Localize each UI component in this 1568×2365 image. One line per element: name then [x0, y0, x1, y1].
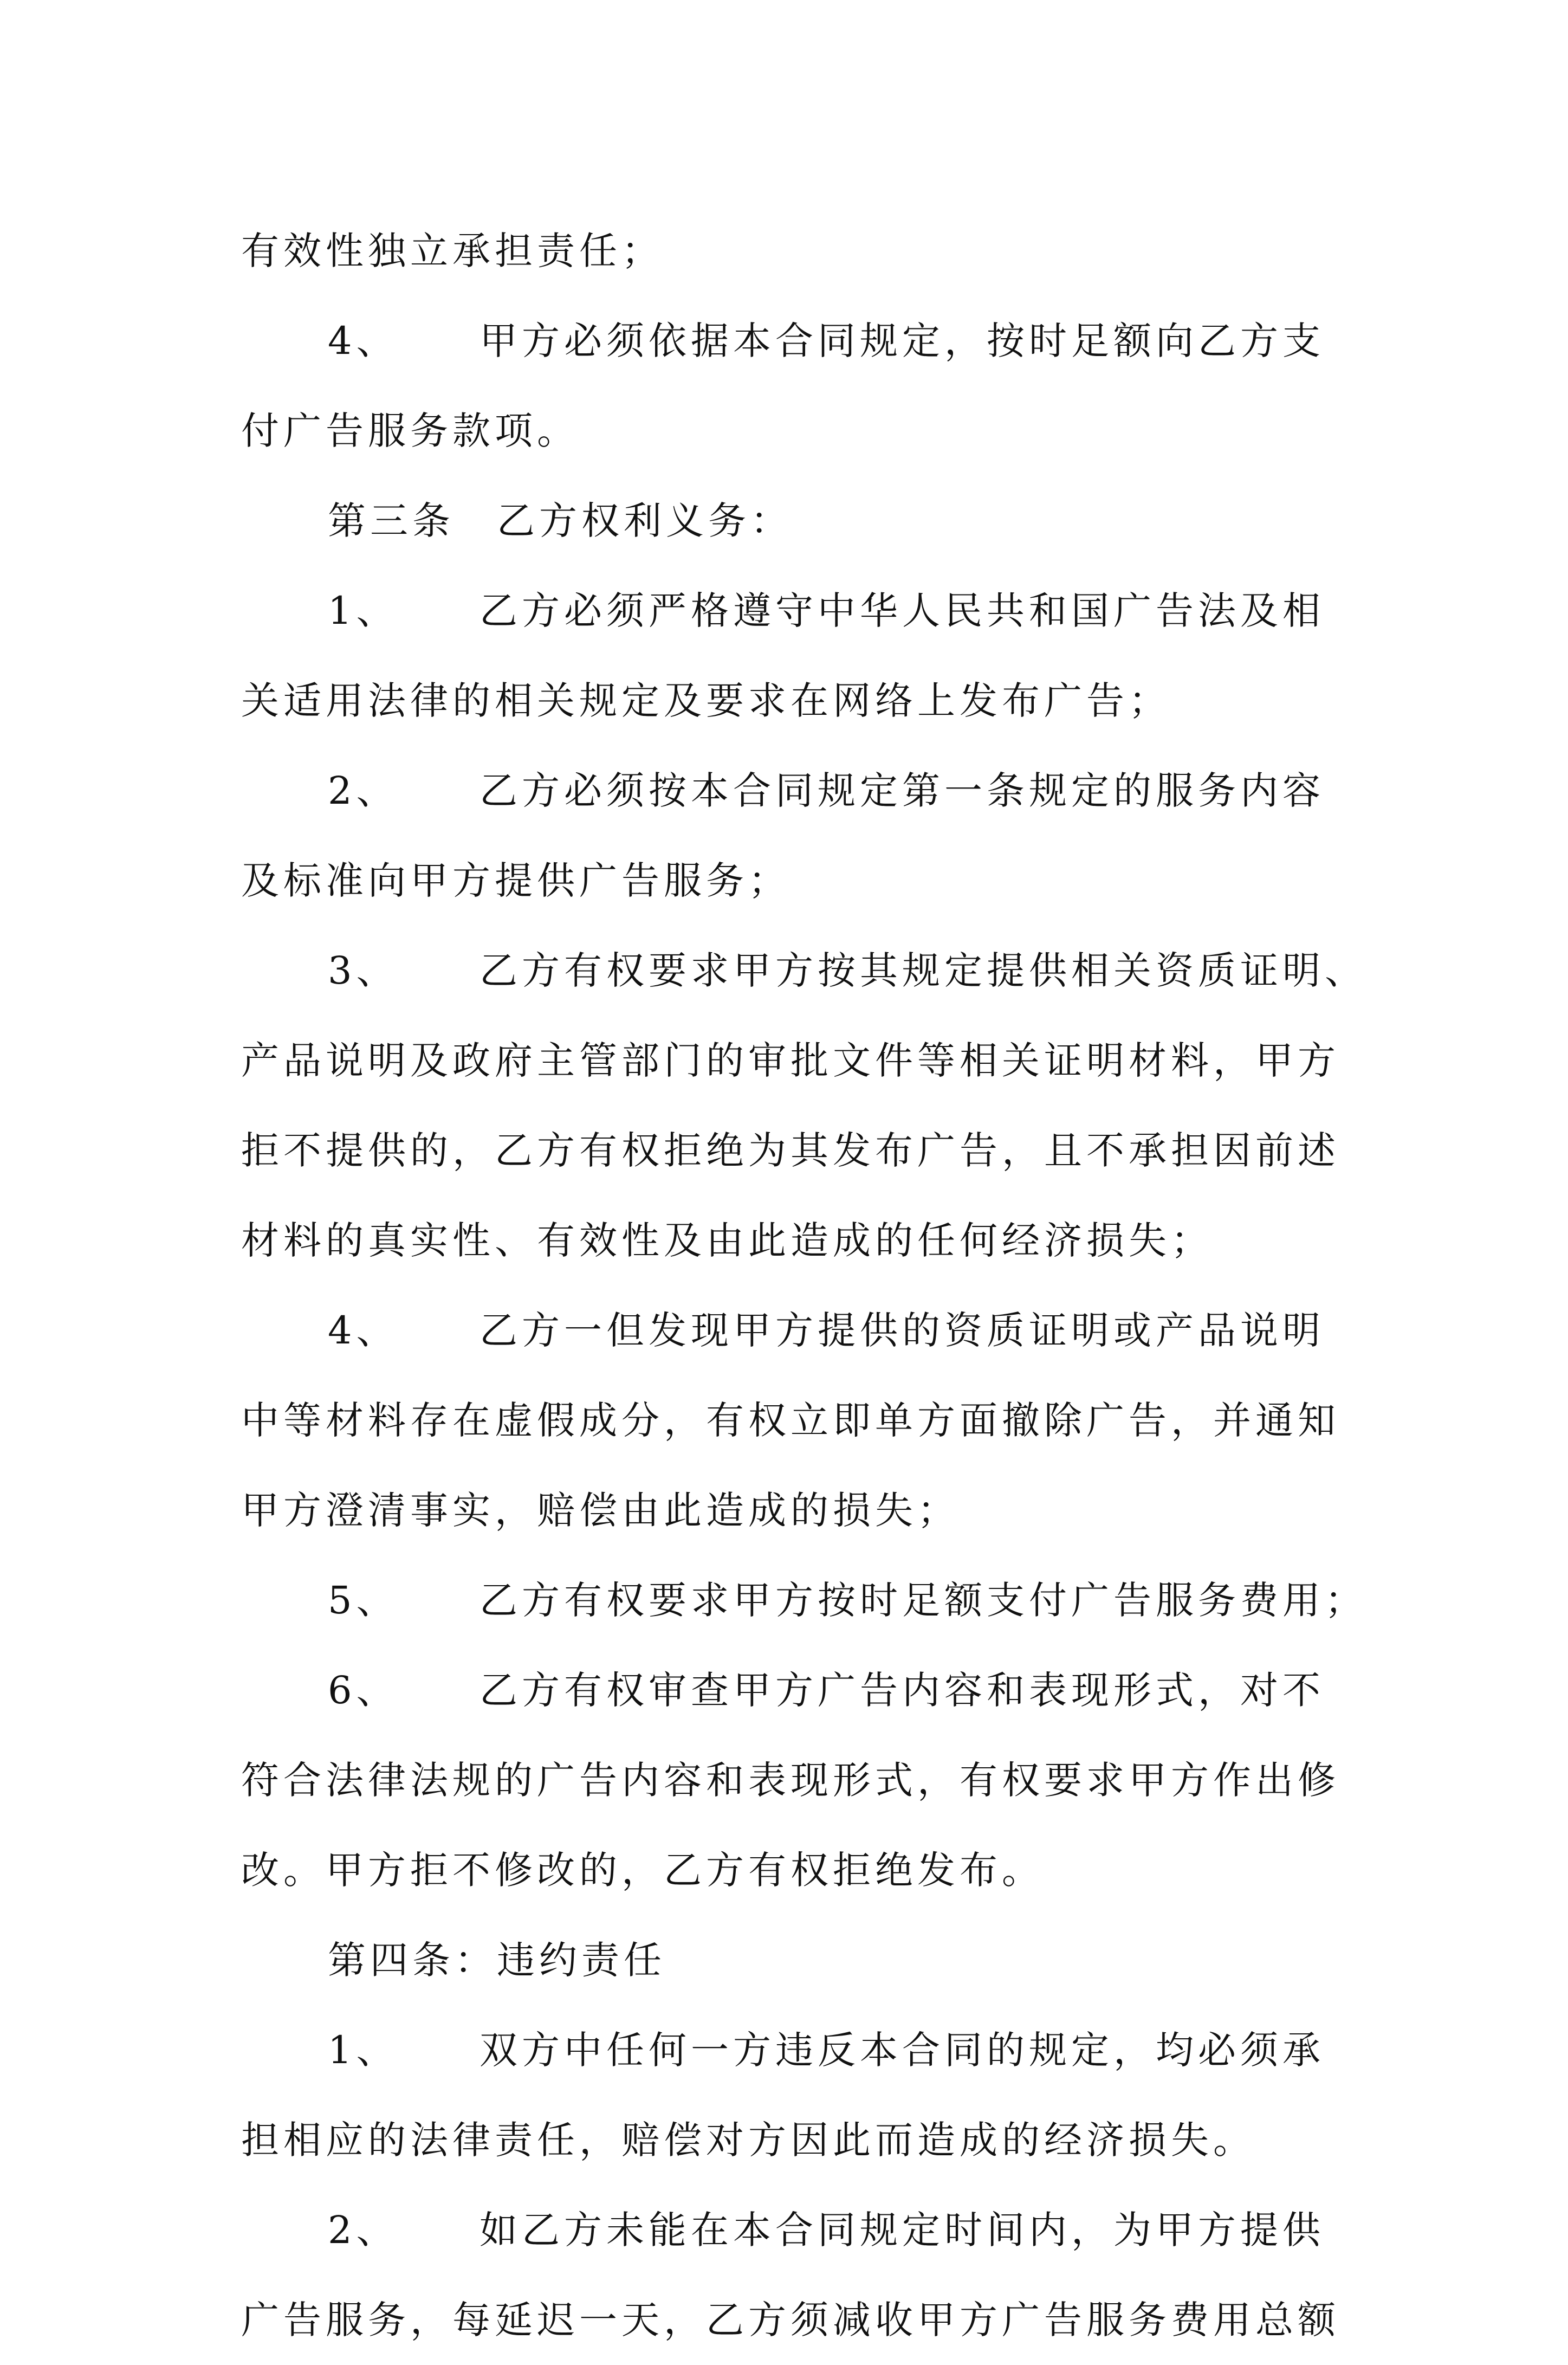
line-text: 广告服务，每延迟一天，乙方须减收甲方广告服务费用总额: [241, 2298, 1340, 2342]
clause-number: 2、: [328, 768, 399, 813]
clause-line: [241, 1555, 1379, 1645]
clause-number: 6、: [328, 1668, 399, 1713]
line-text: 乙方必须按本合同规定第一条规定的服务内容: [480, 768, 1325, 813]
clause-line: [241, 1285, 1379, 1375]
line-text: 担相应的法律责任，赔偿对方因此而造成的经济损失。: [241, 2118, 1255, 2162]
line-text: 材料的真实性、有效性及由此造成的任何经济损失；: [241, 1218, 1213, 1263]
line-text: 甲方澄清事实，赔偿由此造成的损失；: [241, 1488, 960, 1533]
clause-line: [241, 746, 1379, 836]
article-heading: [241, 476, 1379, 566]
clause-line: [241, 1645, 1379, 1735]
text-line: [241, 1465, 1379, 1555]
clause-number: 1、: [328, 589, 399, 633]
line-text: 中等材料存在虚假成分，有权立即单方面撤除广告，并通知: [241, 1398, 1340, 1443]
text-line: [241, 1196, 1379, 1285]
line-text: 改。甲方拒不修改的，乙方有权拒绝发布。: [241, 1848, 1044, 1892]
line-text: 付广告服务款项。: [241, 409, 579, 453]
line-text: 关适用法律的相关规定及要求在网络上发布广告；: [241, 679, 1171, 723]
text-line: [241, 1375, 1379, 1465]
contract-text: [241, 206, 1379, 2365]
line-text: 符合法律法规的广告内容和表现形式，有权要求甲方作出修: [241, 1758, 1340, 1802]
line-text: 如乙方未能在本合同规定时间内，为甲方提供: [480, 2208, 1325, 2252]
line-text: 拒不提供的，乙方有权拒绝为其发布广告，且不承担因前述: [241, 1128, 1340, 1173]
clause-number: 5、: [328, 1578, 399, 1623]
clause-line: [241, 2185, 1379, 2275]
clause-number: 3、: [328, 948, 399, 993]
clause-number: 2、: [328, 2208, 399, 2252]
clause-number: 4、: [328, 1308, 399, 1353]
line-text: 第四条：违约责任: [328, 1938, 666, 1982]
text-line: [241, 2095, 1379, 2185]
line-text: 第三条 乙方权利义务：: [328, 499, 793, 543]
clause-number: 4、: [328, 319, 399, 363]
text-line: [241, 656, 1379, 746]
clause-line: [241, 926, 1379, 1016]
text-line: [241, 1016, 1379, 1106]
text-line: [241, 2275, 1379, 2365]
line-text: 双方中任何一方违反本合同的规定，均必须承: [480, 2028, 1325, 2072]
text-line: [241, 1735, 1379, 1825]
line-text: 乙方有权要求甲方按时足额支付广告服务费用；: [480, 1578, 1367, 1623]
line-text: 乙方有权审查甲方广告内容和表现形式，对不: [480, 1668, 1325, 1713]
clause-line: [241, 2005, 1379, 2095]
clause-line: [241, 296, 1379, 386]
line-text: 甲方必须依据本合同规定，按时足额向乙方支: [480, 319, 1325, 363]
text-line: [241, 206, 1379, 296]
article-heading: [241, 1915, 1379, 2005]
text-line: [241, 386, 1379, 476]
line-text: 及标准向甲方提供广告服务；: [241, 858, 791, 903]
text-line: [241, 1106, 1379, 1196]
line-text: 乙方一但发现甲方提供的资质证明或产品说明: [480, 1308, 1325, 1353]
text-line: [241, 836, 1379, 926]
line-text: 乙方必须严格遵守中华人民共和国广告法及相: [480, 589, 1325, 633]
line-text: 有效性独立承担责任；: [241, 229, 664, 273]
line-text: 产品说明及政府主管部门的审批文件等相关证明材料，甲方: [241, 1038, 1340, 1083]
text-line: [241, 1825, 1379, 1915]
clause-number: 1、: [328, 2028, 399, 2072]
line-text: 乙方有权要求甲方按其规定提供相关资质证明、: [480, 948, 1367, 993]
clause-line: [241, 566, 1379, 656]
